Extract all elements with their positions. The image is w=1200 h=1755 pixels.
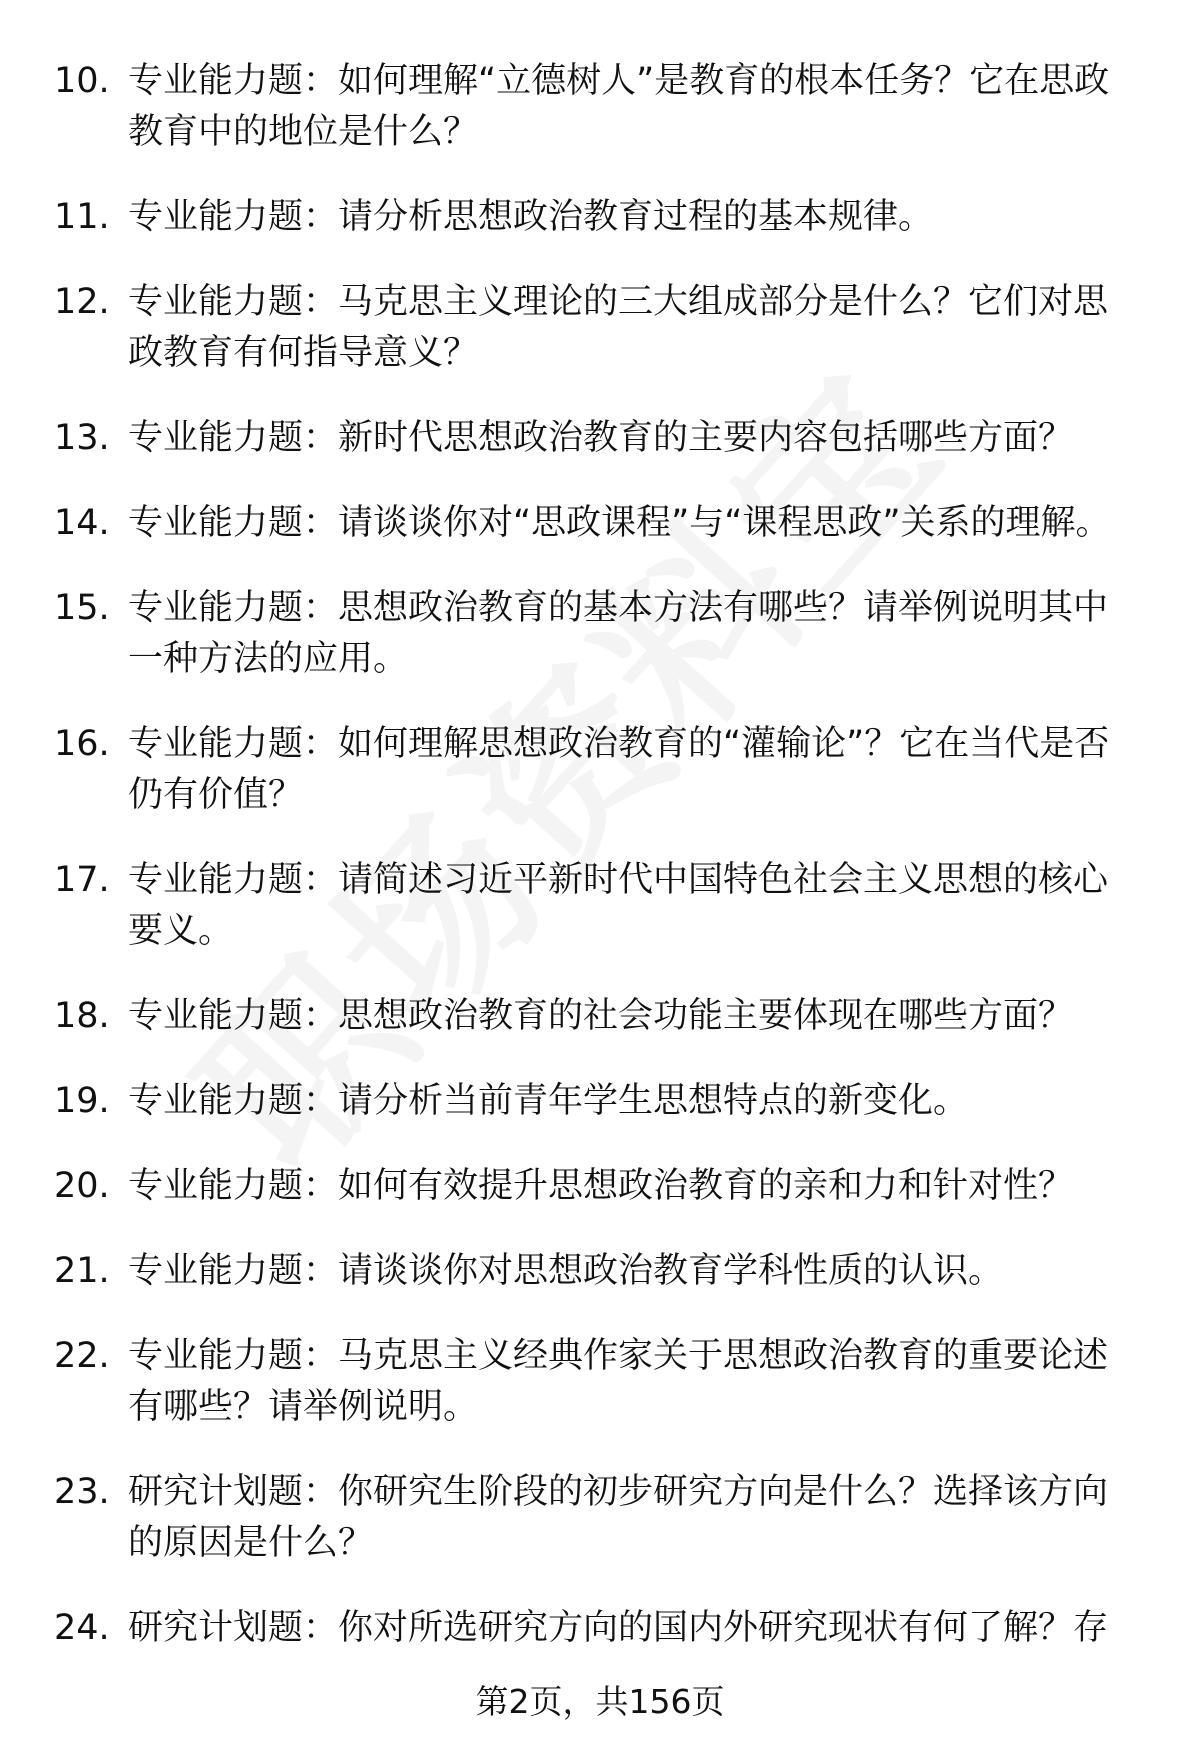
question-number: 21. bbox=[54, 1251, 110, 1291]
question-item bbox=[0, 56, 1200, 158]
question-text: 专业能力题：思想政治教育的基本方法有哪些？请举例说明其中一种方法的应用。 bbox=[128, 588, 1109, 679]
question-number: 17. bbox=[54, 860, 110, 900]
question-item bbox=[0, 192, 1200, 243]
question-number: 14. bbox=[54, 503, 110, 543]
question-item bbox=[0, 1331, 1200, 1433]
question-number: 12. bbox=[54, 282, 110, 322]
question-number: 10. bbox=[54, 61, 110, 101]
question-item bbox=[0, 1603, 1200, 1654]
page-number: 第2页，共156页 bbox=[475, 1682, 725, 1721]
question-number: 20. bbox=[54, 1166, 110, 1206]
question-text: 专业能力题：马克思主义理论的三大组成部分是什么？它们对思政教育有何指导意义？ bbox=[128, 282, 1109, 373]
question-text: 专业能力题：如何理解“立德树人”是教育的根本任务？它在思政教育中的地位是什么？ bbox=[128, 61, 1110, 152]
question-item bbox=[0, 991, 1200, 1042]
question-item bbox=[0, 1076, 1200, 1127]
question-item bbox=[0, 1161, 1200, 1212]
question-text: 专业能力题：请分析当前青年学生思想特点的新变化。 bbox=[128, 1081, 969, 1121]
question-text: 专业能力题：如何理解思想政治教育的“灌输论”？它在当代是否仍有价值？ bbox=[128, 724, 1110, 815]
question-text: 专业能力题：思想政治教育的社会功能主要体现在哪些方面？ bbox=[128, 996, 1074, 1036]
question-item bbox=[0, 413, 1200, 464]
question-number: 11. bbox=[54, 197, 110, 237]
question-text: 研究计划题：你对所选研究方向的国内外研究现状有何了解？存 bbox=[128, 1608, 1109, 1648]
question-number: 18. bbox=[54, 996, 110, 1036]
question-text: 专业能力题：请分析思想政治教育过程的基本规律。 bbox=[128, 197, 934, 237]
question-text: 专业能力题：请谈谈你对思想政治教育学科性质的认识。 bbox=[128, 1251, 1004, 1291]
question-number: 13. bbox=[54, 418, 110, 458]
question-item bbox=[0, 277, 1200, 379]
question-item bbox=[0, 583, 1200, 685]
question-number: 22. bbox=[54, 1336, 110, 1376]
question-item bbox=[0, 855, 1200, 957]
question-number: 23. bbox=[54, 1472, 110, 1512]
question-number: 15. bbox=[54, 588, 110, 628]
question-number: 16. bbox=[54, 724, 110, 764]
question-text: 专业能力题：马克思主义经典作家关于思想政治教育的重要论述有哪些？请举例说明。 bbox=[128, 1336, 1109, 1427]
question-item bbox=[0, 498, 1200, 549]
question-text: 专业能力题：如何有效提升思想政治教育的亲和力和针对性？ bbox=[128, 1166, 1074, 1206]
page-footer bbox=[0, 1680, 1200, 1724]
question-list bbox=[0, 56, 1200, 1688]
question-item bbox=[0, 1246, 1200, 1297]
question-text: 专业能力题：新时代思想政治教育的主要内容包括哪些方面？ bbox=[128, 418, 1074, 458]
question-item bbox=[0, 719, 1200, 821]
question-number: 19. bbox=[54, 1081, 110, 1121]
question-text: 研究计划题：你研究生阶段的初步研究方向是什么？选择该方向的原因是什么？ bbox=[128, 1472, 1109, 1563]
question-text: 专业能力题：请简述习近平新时代中国特色社会主义思想的核心要义。 bbox=[128, 860, 1109, 951]
question-text: 专业能力题：请谈谈你对“思政课程”与“课程思政”关系的理解。 bbox=[128, 503, 1111, 543]
question-number: 24. bbox=[54, 1608, 110, 1648]
question-item bbox=[0, 1467, 1200, 1569]
